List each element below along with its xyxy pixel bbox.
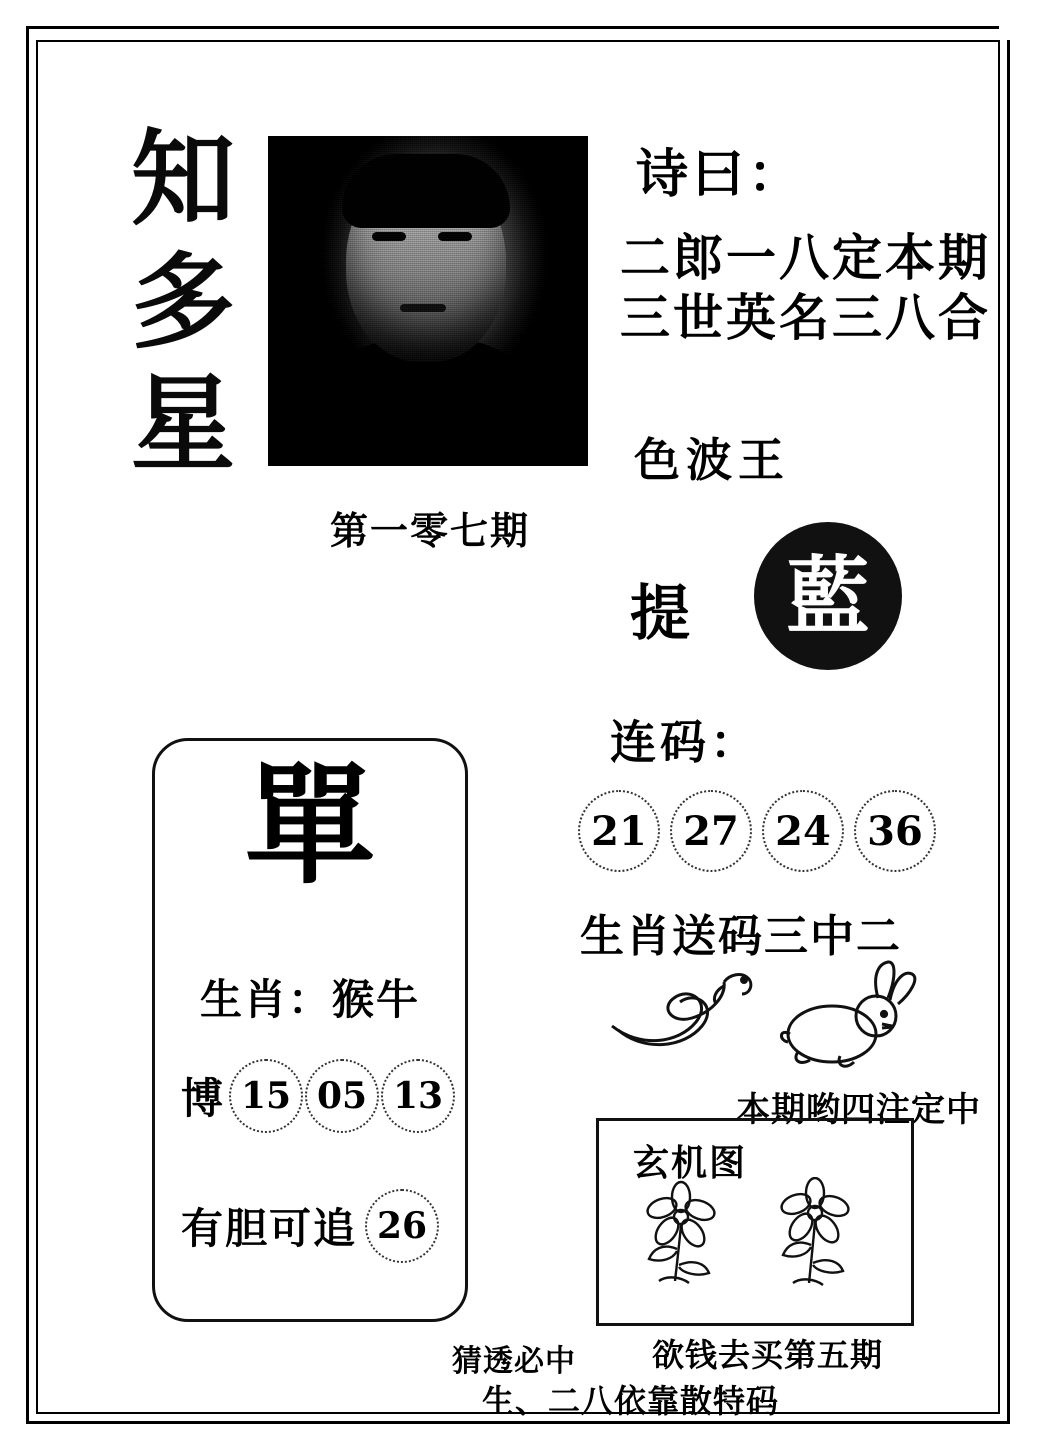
lianma-number-row [578,790,936,872]
flower-icon [779,1178,851,1285]
card-zodiac-label: 生肖：猴牛 [199,975,420,1024]
title-char-1: 知 [130,117,235,240]
card-bo-number: 13 [381,1059,455,1133]
flower-icon [645,1182,717,1283]
card-tail-number: 26 [365,1189,439,1263]
footer-bottom-text: 生、二八依靠散特码 [482,1382,780,1420]
portrait-mouth [400,304,446,312]
rabbit-icon [781,962,914,1066]
color-badge: 藍 [754,522,902,670]
lianma-label: 连码： [610,715,760,769]
animal-illustrations [600,956,940,1076]
flower-illustrations [619,1177,899,1317]
corner-notch [1003,0,1021,40]
color-wave-label: 色波王 [634,433,790,487]
title-char-2: 多 [130,239,235,363]
lianma-number: 27 [670,790,752,872]
xuanji-title: 玄机图 [633,1142,748,1184]
poem-line-1: 二郎一八定本期 [620,228,991,287]
lianma-number: 24 [762,790,844,872]
card-tail-label: 有胆可追 [181,1204,358,1253]
period-note: 本期哟四注定中 [736,1090,981,1130]
card-big-character: 單 [244,749,375,902]
issue-number: 第一零七期 [330,508,531,553]
poem-heading: 诗曰： [636,144,805,205]
card-bo-row [181,1059,455,1133]
ti-character: 提 [630,579,690,649]
card-bo-label: 博 [181,1074,224,1123]
page-title [108,118,258,486]
title-char-3: 星 [130,362,235,486]
portrait-photo [268,136,588,466]
lianma-number: 21 [578,790,660,872]
poem-line-2: 三世英名三八合 [620,288,991,347]
portrait-head [346,162,506,362]
portrait-body [290,338,566,466]
card-bo-number: 15 [229,1059,303,1133]
portrait-eye-left [372,232,406,241]
xuanji-box [596,1118,914,1326]
single-even-card [152,738,468,1322]
snake-icon [612,975,751,1045]
portrait-eye-right [438,232,472,241]
card-bo-number: 05 [305,1059,379,1133]
card-tail-row [181,1189,439,1263]
footer-right-text: 欲钱去买第五期 [652,1336,884,1374]
portrait-hair [342,154,510,228]
footer-left-text: 猜透必中 [452,1344,576,1379]
snake-rabbit-svg [600,956,940,1076]
flowers-svg [619,1177,899,1317]
lianma-number: 36 [854,790,936,872]
zodiac-send-text: 生肖送码三中二 [580,911,902,962]
